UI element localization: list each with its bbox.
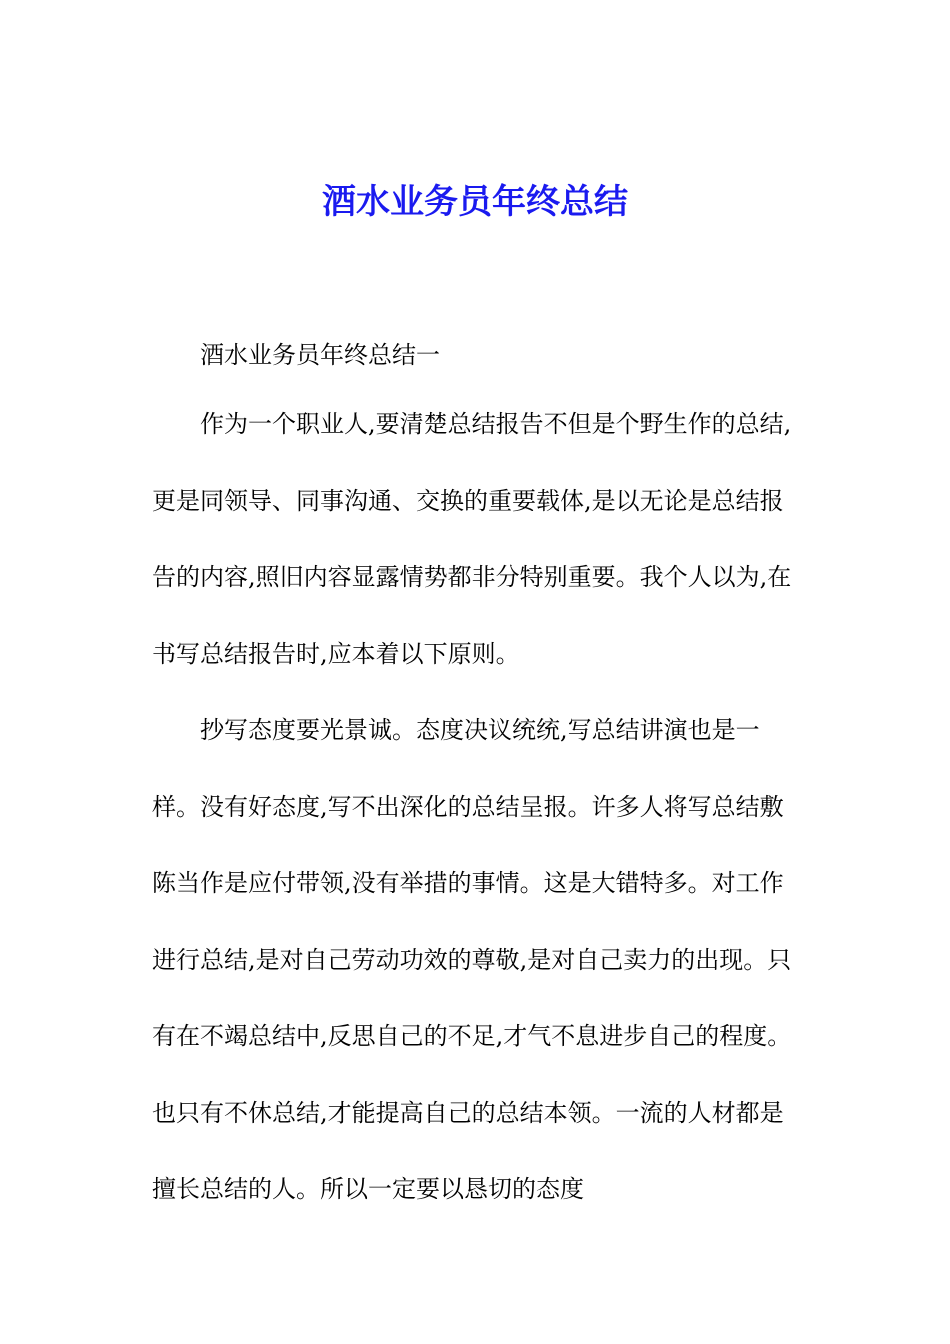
section-heading: 酒水业务员年终总结一	[200, 341, 440, 369]
document-title: 酒水业务员年终总结	[322, 182, 628, 222]
paragraph-1: 作为一个职业人,要清楚总结报告不但是个野生作的总结,更是同领导、同事沟通、交换的重要载体,是以无论是总结报告的内容,照旧内容显露情势都非分特别重要。我个人以为,在书写总结报告时,应本着以下原则。	[152, 410, 792, 668]
paragraph-2: 抄写态度要光景诚。态度决议统统,写总结讲演也是一样。没有好态度,写不出深化的总结呈报。许多人将写总结敷陈当作是应付带领,没有举措的事情。这是大错特多。对工作进行总结,是对自己劳动功效的尊敬,是对自己卖力的出现。只有在不竭总结中,反思自己的不足,才气不息进步自己的程度。也只有不休总结,才能提高自己的总结本领。一流的人材都是擅长总结的人。所以一定要以恳切的态度	[152, 716, 792, 1203]
